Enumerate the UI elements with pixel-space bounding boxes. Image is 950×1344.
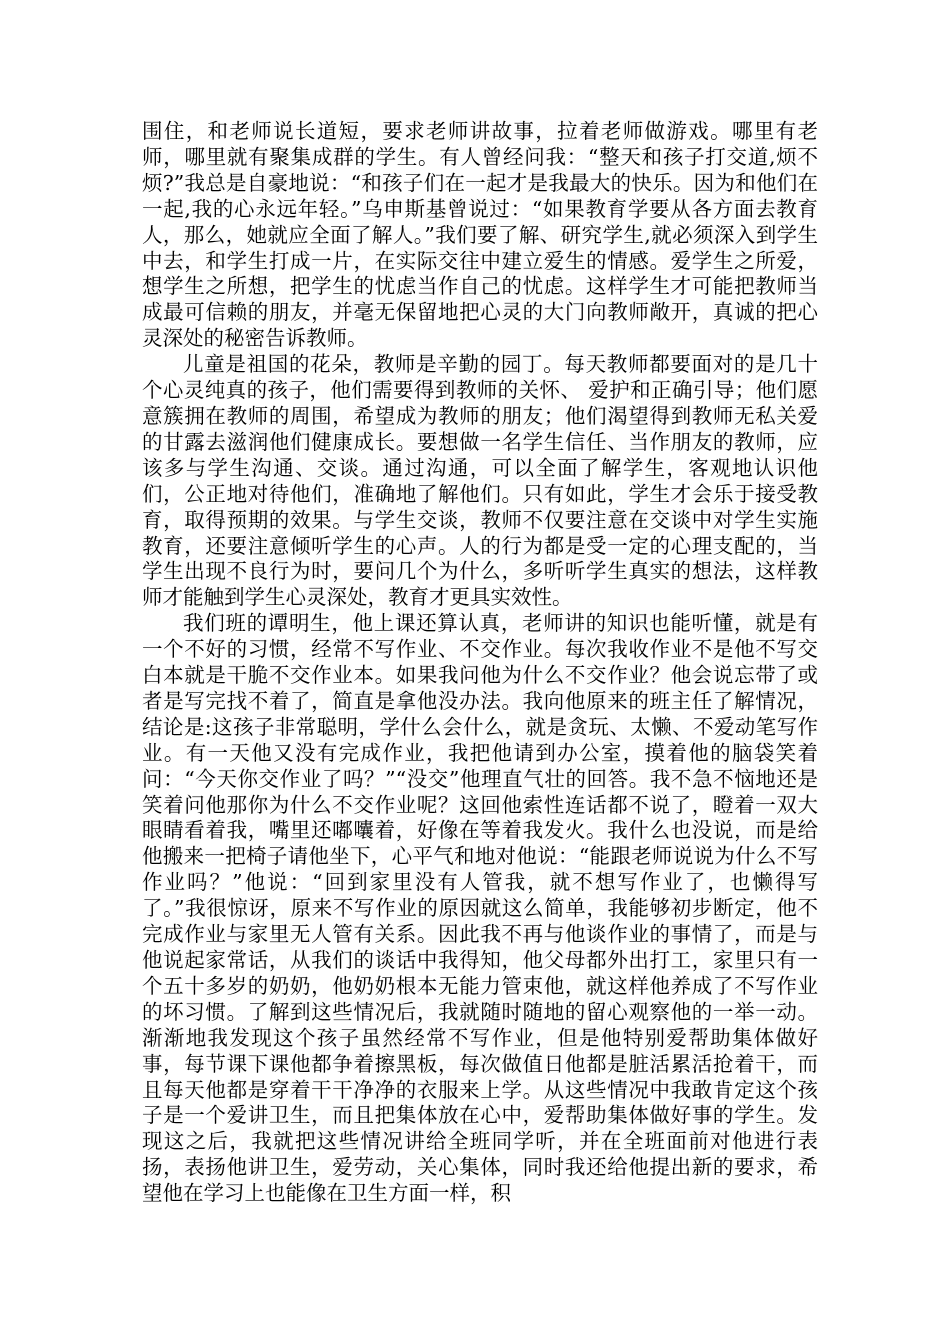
paragraph-1: 围住，和老师说长道短，要求老师讲故事，拉着老师做游戏。哪里有老师，哪里就有聚集成群的学生。有人曾经问我：“整天和孩子打交道,烦不烦?”我总是自豪地说：“和孩子们在一起才是我最大的快乐。因为和他们在一起,我的心永远年轻。”乌申斯基曾说过：“如果教育学要从各方面去教育人，那么，她就应全面了解人。”我们要了解、研究学生,就必须深入到学生中去，和学生打成一片，在实际交往中建立爱生的情感。爱学生之所爱，想学生之所想，把学生的忧虑当作自己的忧虑。这样学生才可能把教师当成最可信赖的朋友，并毫无保留地把心灵的大门向教师敞开，真诚的把心灵深处的秘密告诉教师。 bbox=[142, 119, 818, 351]
paragraph-3: 我们班的谭明生，他上课还算认真，老师讲的知识也能听懂，就是有一个不好的习惯，经常不写作业、不交作业。每次我收作业不是他不写交白本就是干脆不交作业本。如果我问他为什么不交作业？他会说忘带了或者是写完找不着了，简直是拿他没办法。我向他原来的班主任了解情况，结论是:这孩子非常聪明，学什么会什么，就是贪玩、太懒、不爱动笔写作业。有一天他又没有完成作业，我把他请到办公室，摸着他的脑袋笑着问：“今天你交作业了吗？”“没交”他理直气壮的回答。我不急不恼地还是笑着问他那你为什么不交作业呢？这回他索性连话都不说了，瞪着一双大眼睛看着我，嘴里还嘟囔着，好像在等着我发火。我什么也没说，而是给他搬来一把椅子请他坐下，心平气和地对他说：“能跟老师说说为什么不写作业吗？”他说：“回到家里没有人管我，就不想写作业了，也懒得写了。”我很惊讶，原来不写作业的原因就这么简单，我能够初步断定，他不完成作业与家里无人管有关系。因此我不再与他谈作业的事情了，而是与他说起家常话，从我们的谈话中我得知，他父母都外出打工，家里只有一个五十多岁的奶奶，他奶奶根本无能力管束他，就这样他养成了不写作业的坏习惯。了解到这些情况后，我就随时随地的留心观察他的一举一动。渐渐地我发现这个孩子虽然经常不写作业，但是他特别爱帮助集体做好事，每节课下课他都争着擦黑板，每次做值日他都是脏活累活抢着干，而且每天他都是穿着干干净净的衣服来上学。从这些情况中我敢肯定这个孩子是一个爱讲卫生，而且把集体放在心中，爱帮助集体做好事的学生。发现这之后，我就把这些情况讲给全班同学听，并在全班面前对他进行表扬，表扬他讲卫生，爱劳动，关心集体，同时我还给他提出新的要求，希望他在学习上也能像在卫生方面一样，积 bbox=[142, 611, 818, 1206]
document-body bbox=[142, 119, 818, 1207]
paragraph-2: 儿童是祖国的花朵，教师是辛勤的园丁。每天教师都要面对的是几十个心灵纯真的孩子，他们需要得到教师的关怀、 爱护和正确引导；他们愿意簇拥在教师的周围，希望成为教师的朋友；他们渴望得到教师无私关爱的甘露去滋润他们健康成长。要想做一名学生信任、当作朋友的教师，应该多与学生沟通、交谈。通过沟通，可以全面了解学生，客观地认识他们，公正地对待他们，准确地了解他们。只有如此，学生才会乐于接受教育，取得预期的效果。与学生交谈，教师不仅要注意在交谈中对学生实施教育，还要注意倾听学生的心声。人的行为都是受一定的心理支配的，当学生出现不良行为时，要问几个为什么，多听听学生真实的想法，这样教师才能触到学生心灵深处，教育才更具实效性。 bbox=[142, 352, 818, 610]
